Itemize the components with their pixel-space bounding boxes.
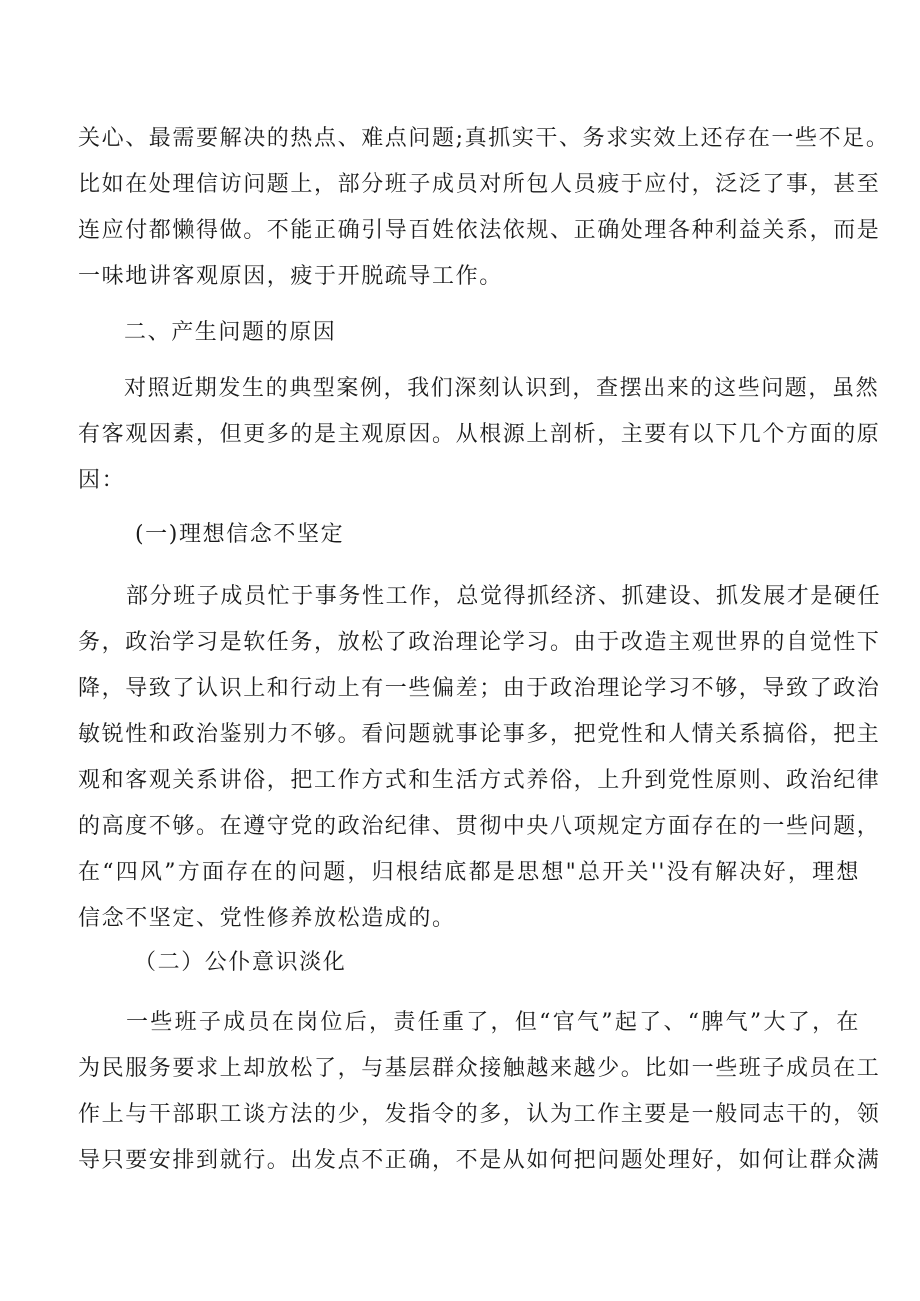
text-line: 关心、最需要解决的热点、难点问题;真抓实干、务求实效上还存在一些不足。 [78,126,890,151]
text-line: 对照近期发生的典型案例，我们深刻认识到，查摆出来的这些问题，虽然 [124,376,880,401]
text-line: 部分班子成员忙于事务性工作，总觉得抓经济、抓建设、抓发展才是硬任 [126,584,882,609]
text-line: 的高度不够。在遵守党的政治纪律、贯彻中央八项规定方面存在的一些问题， [78,814,881,839]
text-line: 敏锐性和政治鉴别力不够。看问题就事论事多，把党性和人情关系搞俗，把主 [78,722,881,747]
text-line: 信念不坚定、党性修养放松造成的。 [78,906,456,931]
text-line: 比如在处理信访问题上，部分班子成员对所包人员疲于应付，泛泛了事，甚至 [78,172,881,197]
text-line: 务，政治学习是软任务，放松了政治理论学习。由于改造主观世界的自觉性下 [78,630,881,655]
text-line: 观和客观关系讲俗，把工作方式和生活方式养俗，上升到党性原则、政治纪律 [78,768,881,793]
text-line: 一味地讲客观原因，疲于开脱疏导工作。 [78,264,503,289]
paragraph-1 [78,116,890,300]
text-line: 一些班子成员在岗位后，责任重了，但“官气”起了、“脾气”大了，在 [126,1010,860,1035]
subheading-ideals: (一)理想信念不坚定 [135,522,345,547]
text-line: 有客观因素，但更多的是主观原因。从根源上剖析，主要有以下几个方面的原 [78,422,881,447]
text-line: 为民服务要求上却放松了，与基层群众接触越来越少。比如一些班子成员在工 [78,1056,881,1081]
text-line: 作上与干部职工谈方法的少，发指令的多，认为工作主要是一般同志干的，领 [78,1102,881,1127]
subheading-public-servant: （二）公仆意识淡化 [134,950,347,975]
section-heading-causes: 二、产生问题的原因 [124,320,337,345]
text-line: 在“四风”方面存在的问题，归根结底都是思想"总开关''没有解决好，理想 [78,860,860,885]
text-line: 连应付都懒得做。不能正确引导百姓依法依规、正确处理各种利益关系，而是 [78,218,881,243]
paragraph-3 [78,574,882,942]
text-line: 降，导致了认识上和行动上有一些偏差；由于政治理论学习不够，导致了政治 [78,676,881,701]
paragraph-2 [78,366,881,504]
text-line: 导只要安排到就行。出发点不正确，不是从如何把问题处理好，如何让群众满 [78,1148,881,1173]
text-line: 因： [78,468,126,493]
paragraph-4 [78,1000,881,1184]
